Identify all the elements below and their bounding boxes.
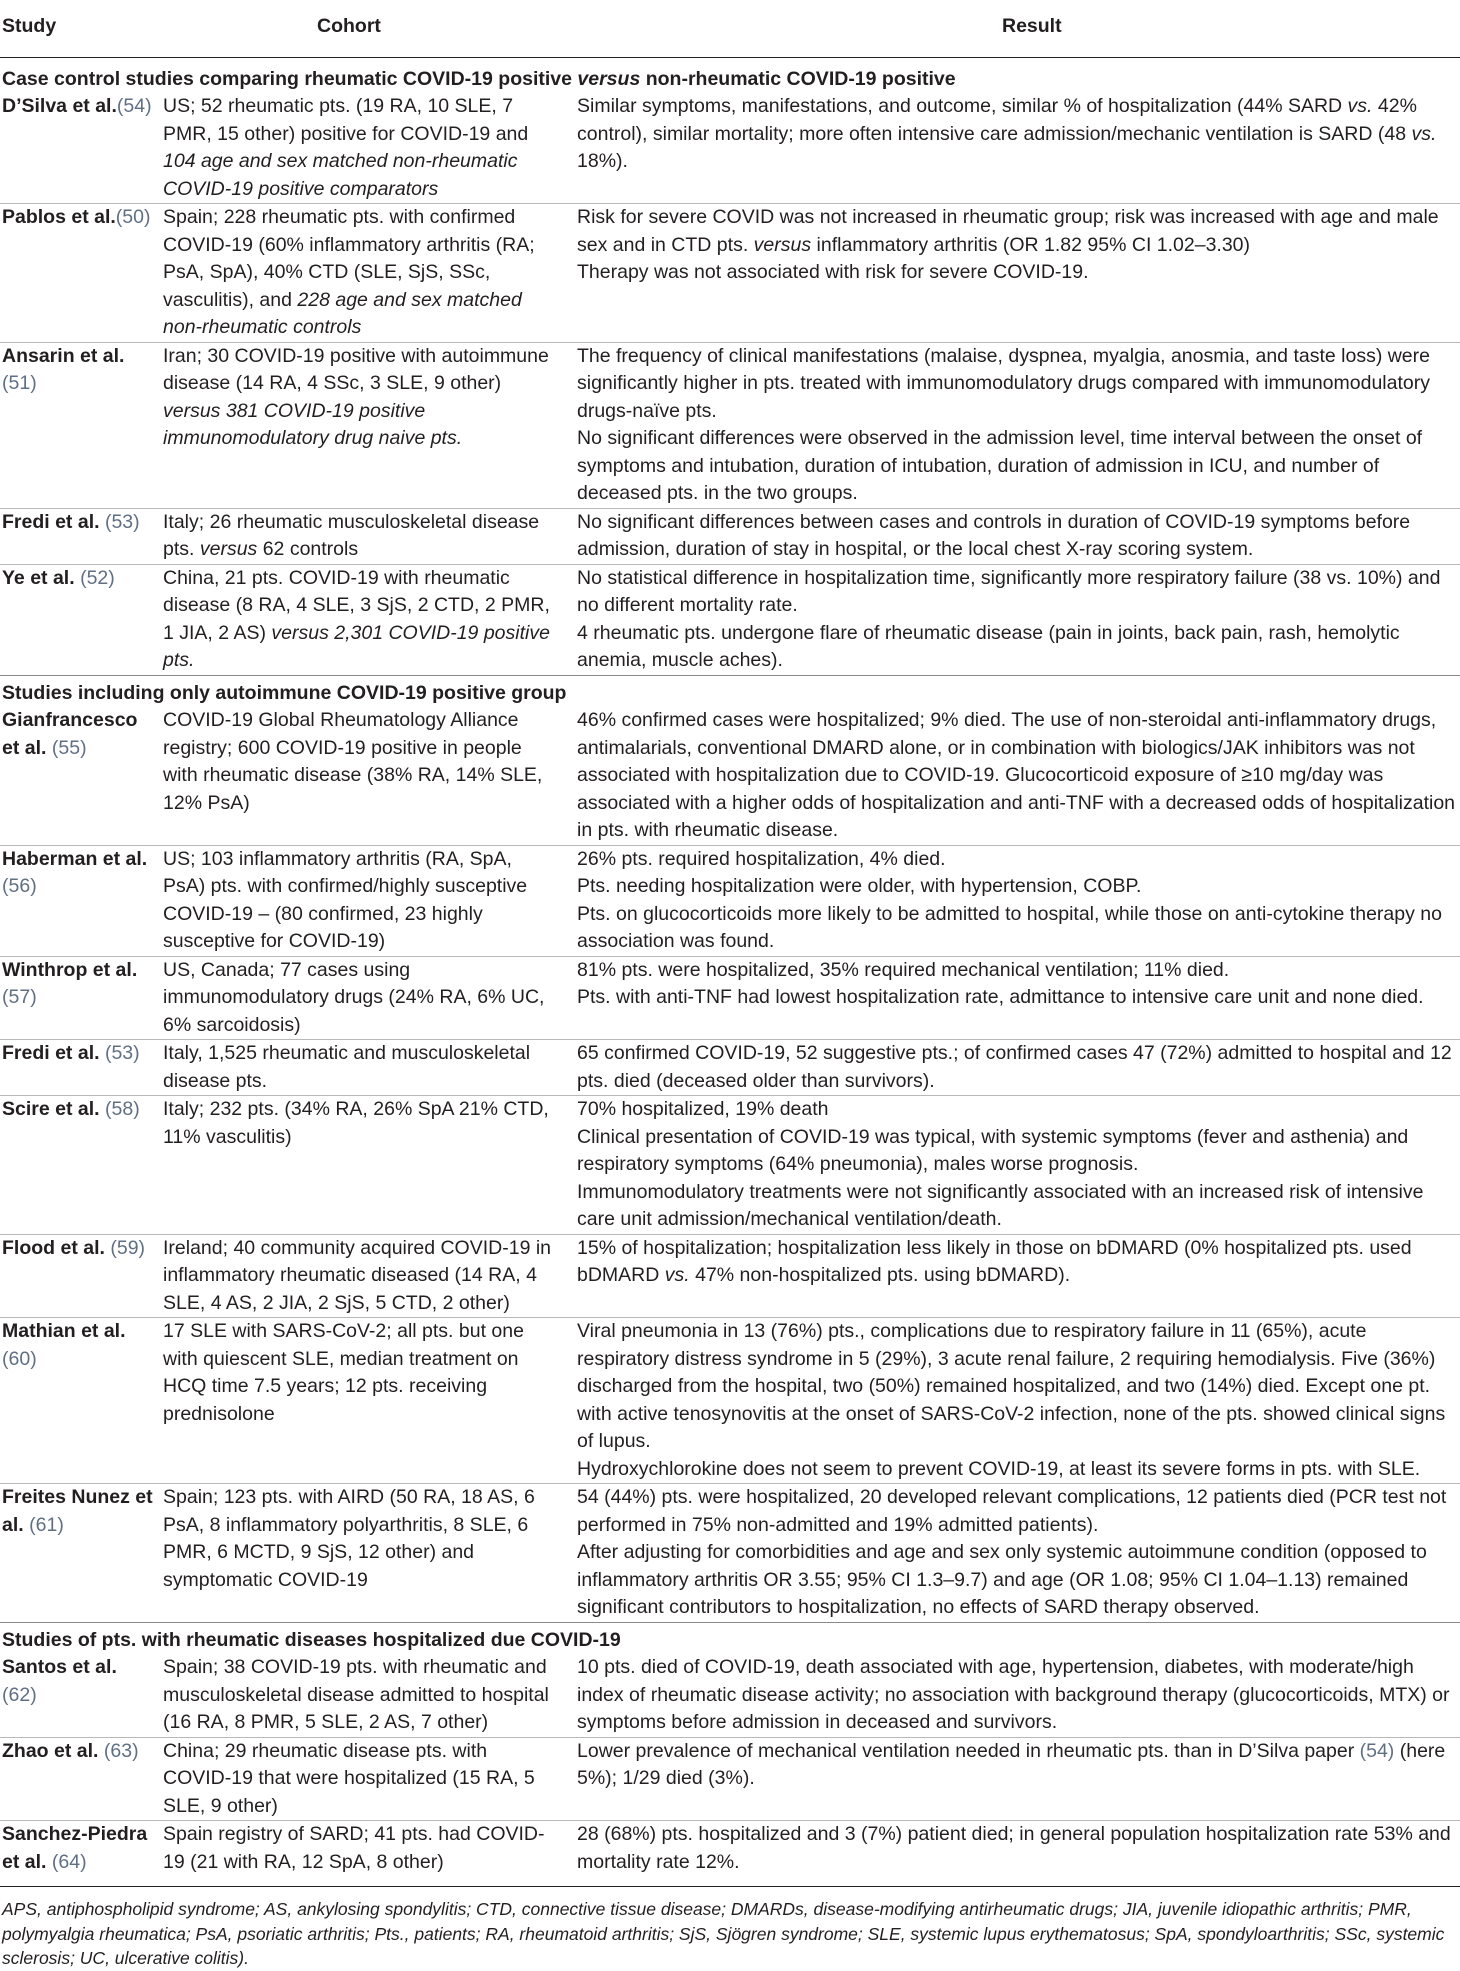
table-row <box>0 845 1460 956</box>
cohort-text-italic: versus 381 COVID-19 positive immunomodulatory drug naive pts. <box>163 399 463 449</box>
cohort-text-italic: 228 age and sex matched non-rheumatic controls <box>163 288 522 338</box>
result-paragraph <box>577 846 1456 874</box>
table-row <box>0 204 1460 343</box>
study-cell <box>0 845 159 956</box>
cohort-cell <box>159 204 567 343</box>
result-paragraph <box>577 873 1456 901</box>
result-text: 42% control), similar mortality; more often intensive care admission/mechanic ventilation is SARD (48 <box>577 95 1417 145</box>
result-text: The frequency of clinical manifestations (malaise, dyspnea, myalgia, anosmia, and taste loss) were significantly higher in pts. treated with immunomodulatory drugs compared with immunomodulatory drugs-naïve pts. <box>577 344 1430 422</box>
reference-open: ( <box>2 372 9 394</box>
reference-close: ) <box>30 1683 37 1706</box>
result-text: 28 (68%) pts. hospitalized and 3 (7%) patient died; in general population hospitalization rate 53% and mortality rate 12%. <box>577 1823 1451 1873</box>
result-paragraph <box>577 1096 1456 1124</box>
cohort-cell <box>159 1821 567 1877</box>
result-cell <box>567 1318 1460 1484</box>
reference-open: ( <box>103 1739 111 1762</box>
table-body <box>0 57 1460 1876</box>
reference-number: 56 <box>8 875 31 897</box>
reference-close: ) <box>30 372 37 394</box>
table-row <box>0 1737 1460 1821</box>
result-text-italic: versus <box>753 233 812 256</box>
study-cell <box>0 342 159 508</box>
result-text: Therapy was not associated with risk for severe COVID-19. <box>577 261 1089 283</box>
cohort-text: 62 controls <box>257 538 359 560</box>
study-name: Haberman et al. <box>2 847 148 870</box>
result-text: After adjusting for comorbidities and age and sex only systemic autoimmune condition (opposed to inflammatory arthritis OR 3.55; 95% CI 1.3–9.7) and age (OR 1.08; 95% CI 1.04–1.13) remained significant contributors to hospitalization, no effects of SARD therapy observed. <box>577 1541 1427 1618</box>
result-text: No significant differences were observed in the admission level, time interval between the onset of symptoms and intubation, duration of intubation, duration of admission in ICU, and number of deceased pts. in the two groups. <box>577 427 1423 504</box>
table-row <box>0 956 1460 1040</box>
result-paragraph <box>577 1124 1456 1179</box>
result-cell <box>567 1096 1460 1235</box>
result-paragraph <box>577 1040 1456 1095</box>
section-title-text: Studies including only autoimmune COVID-19 positive group <box>2 681 567 704</box>
study-cell <box>0 93 159 204</box>
study-name: Freites Nunez et al. <box>2 1486 153 1536</box>
table-row <box>0 1096 1460 1235</box>
result-text: Viral pneumonia in 13 (76%) pts., complications due to respiratory failure in 11 (65%), acute respiratory distress syndrome in 5 (29%), 3 acute renal failure, 2 requiring hemodialysis. Five (36%) discharged from the hospital, two (50%) remained hospitalized, and two (14%) died. Except one pt. with active tenosynovitis at the onset of SARS-CoV-2 infection, none of the pts. showed clinical signs of lupus. <box>577 1320 1446 1452</box>
study-name: Scire et al. <box>2 1098 105 1120</box>
result-paragraph <box>577 901 1456 956</box>
study-cell <box>0 1821 159 1877</box>
result-paragraph <box>577 1235 1456 1290</box>
study-name: Sanchez-Piedra et al. <box>2 1823 148 1873</box>
result-paragraph <box>577 259 1456 287</box>
result-cell <box>567 1654 1460 1737</box>
study-cell <box>0 204 159 343</box>
section-header-row <box>0 1622 1460 1654</box>
table-row <box>0 1234 1460 1318</box>
reference-number: 64 <box>58 1850 81 1873</box>
reference-open: ( <box>51 736 59 759</box>
result-cell <box>567 1040 1460 1096</box>
section-title <box>0 675 1460 707</box>
study-cell <box>0 1654 159 1737</box>
reference-close: ) <box>132 1739 139 1762</box>
result-text-italic: vs. <box>1411 122 1437 145</box>
studies-table <box>0 3 1460 1876</box>
cohort-text: Spain; 38 COVID-19 pts. with rheumatic and musculoskeletal disease admitted to hospital (16 RA, 8 PMR, 5 SLE, 2 AS, 7 other) <box>163 1656 549 1733</box>
reference-number: 52 <box>86 566 109 589</box>
result-text-italic: vs. <box>1347 95 1373 117</box>
result-paragraph <box>577 1654 1456 1737</box>
cohort-text-italic: 104 age and sex matched non-rheumatic COVID-19 positive comparators <box>163 150 518 200</box>
cohort-text: Italy; 232 pts. (34% RA, 26% SpA 21% CTD, 11% vasculitis) <box>163 1098 549 1148</box>
study-name: Winthrop et al. <box>2 958 138 981</box>
result-cell <box>567 1737 1460 1821</box>
reference-close: ) <box>133 510 140 533</box>
section-header-row <box>0 57 1460 93</box>
reference-number: 57 <box>8 986 31 1008</box>
study-name: Zhao et al. <box>2 1739 104 1762</box>
cohort-text: Spain; 228 rheumatic pts. with confirmed COVID-19 (60% inflammatory arthritis (RA; PsA, SpA), 40% CTD (SLE, SjS, SSc, vasculitis), and <box>163 206 535 311</box>
result-text: (here 5%); 1/29 died (3%). <box>577 1739 1446 1789</box>
result-paragraph <box>577 1539 1456 1622</box>
result-text: 65 confirmed COVID-19, 52 suggestive pts.; of confirmed cases 47 (72%) admitted to hospital and 12 pts. died (deceased older than survivors). <box>577 1042 1452 1092</box>
result-text: No significant differences between cases and controls in duration of COVID-19 symptoms before admission, duration of stay in hospital, or the local chest X-ray scoring system. <box>577 510 1411 560</box>
header-result: Result <box>567 3 1460 57</box>
study-name: Pablos et al. <box>2 206 116 228</box>
study-cell <box>0 508 159 564</box>
result-reference: (54) <box>1359 1739 1395 1762</box>
reference-open: ( <box>51 1850 59 1873</box>
result-text: Hydroxychlorokine does not seem to prevent COVID-19, at least its severe forms in pts. with SLE. <box>577 1457 1421 1480</box>
result-paragraph <box>577 204 1456 259</box>
result-paragraph <box>577 343 1456 426</box>
study-cell <box>0 564 159 675</box>
reference-close: ) <box>133 1042 140 1064</box>
cohort-text-italic: versus <box>199 538 258 560</box>
section-title-text: Studies of pts. with rheumatic diseases hospitalized due COVID-19 <box>2 1628 621 1651</box>
study-cell <box>0 1318 159 1484</box>
cohort-cell <box>159 1318 567 1484</box>
reference-open: ( <box>110 1236 117 1259</box>
result-cell <box>567 204 1460 343</box>
result-cell <box>567 508 1460 564</box>
result-paragraph <box>577 509 1456 564</box>
result-text: 4 rheumatic pts. undergone flare of rheumatic disease (pain in joints, back pain, rash, hemolytic anemia, muscle aches). <box>577 621 1400 671</box>
reference-close: ) <box>30 986 37 1008</box>
section-title-italic: versus <box>577 67 641 90</box>
result-paragraph <box>577 425 1456 508</box>
study-cell <box>0 956 159 1040</box>
reference-open: ( <box>2 986 9 1008</box>
cohort-text: Italy; 26 rheumatic musculoskeletal disease pts. <box>163 510 540 560</box>
study-cell <box>0 1096 159 1235</box>
study-name: Flood et al. <box>2 1236 111 1259</box>
cohort-text: Italy, 1,525 rheumatic and musculoskeletal disease pts. <box>163 1042 531 1092</box>
reference-open: ( <box>104 1098 112 1120</box>
table-row <box>0 707 1460 845</box>
study-cell <box>0 1040 159 1096</box>
reference-number: 50 <box>122 206 144 228</box>
cohort-text: 17 SLE with SARS-CoV-2; all pts. but one with quiescent SLE, median treatment on HCQ time 7.5 years; 12 pts. receiving prednisolone <box>163 1320 524 1425</box>
cohort-cell <box>159 1096 567 1235</box>
reference-number: 62 <box>8 1683 31 1706</box>
reference-close: ) <box>145 95 152 117</box>
reference-number: 58 <box>111 1098 134 1120</box>
cohort-cell <box>159 1484 567 1623</box>
table-footnote <box>0 1886 1460 1971</box>
cohort-cell <box>159 1040 567 1096</box>
reference-close: ) <box>133 1098 140 1120</box>
study-name: Gianfrancesco et al. <box>2 709 138 759</box>
reference-open: ( <box>2 1347 9 1370</box>
reference-open: ( <box>2 875 9 897</box>
table-row <box>0 1821 1460 1877</box>
cohort-text: Spain registry of SARD; 41 pts. had COVID-19 (21 with RA, 12 SpA, 8 other) <box>163 1823 545 1873</box>
reference-close: ) <box>138 1236 146 1259</box>
section-title-text: Case control studies comparing rheumatic COVID-19 positive <box>2 67 578 90</box>
reference-number: 55 <box>58 736 81 759</box>
reference-open: ( <box>115 206 123 228</box>
result-text: Pts. on glucocorticoids more likely to be admitted to hospital, while those on anti-cytokine therapy no association was found. <box>577 902 1442 952</box>
reference-close: ) <box>30 875 37 897</box>
result-cell <box>567 1484 1460 1623</box>
study-cell <box>0 1484 159 1623</box>
study-name: Ye et al. <box>2 566 81 589</box>
section-title <box>0 57 1460 93</box>
result-paragraph <box>577 620 1456 675</box>
reference-number: 53 <box>111 510 134 533</box>
reference-close: ) <box>57 1513 64 1536</box>
cohort-text: Spain; 123 pts. with AIRD (50 RA, 18 AS, 6 PsA, 8 inflammatory polyarthritis, 8 SLE, 6 PMR, 6 MCTD, 9 SjS, 12 other) and symptomatic COVID-19 <box>163 1486 535 1591</box>
result-cell <box>567 342 1460 508</box>
result-text: 54 (44%) pts. were hospitalized, 20 developed relevant complications, 12 patients died (PCR test not performed in 75% non-admitted and 19% admitted patients). <box>577 1486 1447 1536</box>
footnote-text: APS, antiphospholipid syndrome; AS, ankylosing spondylitis; CTD, connective tissue disease; DMARDs, disease-modifying antirheumatic drugs; JIA, juvenile idiopathic arthritis; PMR, polymyalgia rheumatica; PsA, psoriatic arthritis; Pts., patients; RA, rheumatoid arthritis; SjS, Sjögren syndrome; SLE, systemic lupus erythematosus; SpA, spondyloarthritis; SSc, systemic sclerosis; UC, ulcerative colitis). <box>2 1899 1445 1968</box>
table-header-row <box>0 3 1460 57</box>
cohort-cell <box>159 956 567 1040</box>
result-paragraph <box>577 93 1456 176</box>
reference-close: ) <box>108 566 115 589</box>
cohort-text: China; 29 rheumatic disease pts. with COVID-19 that were hospitalized (15 RA, 5 SLE, 9 other) <box>163 1739 535 1817</box>
result-cell <box>567 1234 1460 1318</box>
reference-open: ( <box>2 1683 9 1706</box>
reference-number: 61 <box>35 1513 58 1536</box>
reference-number: 63 <box>110 1739 133 1762</box>
table-row <box>0 1318 1460 1484</box>
reference-number: 54 <box>123 95 146 117</box>
result-text: 46% confirmed cases were hospitalized; 9% died. The use of non-steroidal anti-inflammatory drugs, antimalarials, conventional DMARD alone, or in combination with biologics/JAK inhibitors was not associated with hospitalization due to COVID-19. Glucocorticoid exposure of ≥10 mg/day was associated with a higher odds of hospitalization and anti-TNF with a decreased odds of hospitalization in pts. with rheumatic disease. <box>577 709 1456 841</box>
study-name: Fredi et al. <box>2 510 105 533</box>
cohort-text: US, Canada; 77 cases using immunomodulatory drugs (24% RA, 6% UC, 6% sarcoidosis) <box>163 958 545 1036</box>
table-row <box>0 1484 1460 1623</box>
section-header-row <box>0 675 1460 707</box>
reference-open: ( <box>80 566 87 589</box>
cohort-text: US; 52 rheumatic pts. (19 RA, 10 SLE, 7 PMR, 15 other) positive for COVID-19 and <box>163 95 529 145</box>
result-cell <box>567 707 1460 845</box>
table-row <box>0 1040 1460 1096</box>
result-text: Pts. needing hospitalization were older, with hypertension, COBP. <box>577 875 1142 897</box>
cohort-text: US; 103 inflammatory arthritis (RA, SpA, PsA) pts. with confirmed/highly susceptive COVID-19 – (80 confirmed, 23 highly susceptive for COVID-19) <box>163 847 528 952</box>
cohort-cell <box>159 93 567 204</box>
result-paragraph <box>577 565 1456 620</box>
cohort-cell <box>159 1737 567 1821</box>
result-text: 10 pts. died of COVID-19, death associated with age, hypertension, diabetes, with moderate/high index of rheumatic disease activity; no association with background therapy (glucocorticoids, MTX) or symptoms before admission in deceased and survivors. <box>577 1656 1450 1733</box>
result-cell <box>567 845 1460 956</box>
reference-close: ) <box>80 1850 87 1873</box>
reference-number: 59 <box>116 1236 139 1259</box>
result-text-italic: vs. <box>664 1264 690 1286</box>
result-cell <box>567 1821 1460 1877</box>
result-cell <box>567 564 1460 675</box>
result-paragraph <box>577 984 1456 1012</box>
result-text: inflammatory arthritis (OR 1.82 95% CI 1.02–3.30) <box>811 233 1251 256</box>
reference-number: 53 <box>111 1042 134 1064</box>
header-cohort: Cohort <box>159 3 567 57</box>
result-text: No statistical difference in hospitalization time, significantly more respiratory failure (38 vs. 10%) and no different mortality rate. <box>577 566 1441 616</box>
cohort-cell <box>159 1234 567 1318</box>
reference-close: ) <box>30 1347 37 1370</box>
reference-open: ( <box>104 510 112 533</box>
section-title-text: non-rheumatic COVID-19 positive <box>640 67 956 90</box>
result-text: Immunomodulatory treatments were not significantly associated with an increased risk of intensive care unit admission/mechanical ventilation/death. <box>577 1180 1424 1230</box>
result-text: 81% pts. were hospitalized, 35% required mechanical ventilation; 11% died. <box>577 958 1230 981</box>
result-paragraph <box>577 707 1456 845</box>
reference-open: ( <box>29 1513 36 1536</box>
cohort-text: Ireland; 40 community acquired COVID-19 in inflammatory rheumatic diseased (14 RA, 4 SLE, 4 AS, 2 JIA, 2 SjS, 5 CTD, 2 other) <box>163 1236 552 1314</box>
reference-number: 60 <box>8 1347 31 1370</box>
table-row <box>0 1654 1460 1737</box>
result-paragraph <box>577 1456 1456 1484</box>
section-title <box>0 1622 1460 1654</box>
result-paragraph <box>577 957 1456 985</box>
study-cell <box>0 707 159 845</box>
result-text: 18%). <box>577 150 628 172</box>
study-name: Mathian et al. <box>2 1320 126 1342</box>
cohort-text-italic: versus 2,301 COVID-19 positive pts. <box>163 621 550 671</box>
result-text: Lower prevalence of mechanical ventilation needed in rheumatic pts. than in D’Silva paper <box>577 1739 1360 1762</box>
study-name: Fredi et al. <box>2 1042 105 1064</box>
study-name: Ansarin et al. <box>2 344 125 367</box>
table-row <box>0 508 1460 564</box>
table-row <box>0 564 1460 675</box>
reference-number: 51 <box>8 372 31 394</box>
cohort-cell <box>159 707 567 845</box>
result-paragraph <box>577 1179 1456 1234</box>
cohort-cell <box>159 564 567 675</box>
cohort-cell <box>159 342 567 508</box>
result-text: Pts. with anti-TNF had lowest hospitalization rate, admittance to intensive care unit and none died. <box>577 986 1424 1008</box>
result-text: Clinical presentation of COVID-19 was typical, with systemic symptoms (fever and asthenia) and respiratory symptoms (64% pneumonia), males worse prognosis. <box>577 1125 1409 1175</box>
result-text: Similar symptoms, manifestations, and outcome, similar % of hospitalization (44% SARD <box>577 95 1348 117</box>
cohort-cell <box>159 845 567 956</box>
cohort-cell <box>159 1654 567 1737</box>
result-text: Risk for severe COVID was not increased in rheumatic group; risk was increased with age and male sex and in CTD pts. <box>577 206 1439 256</box>
reference-close: ) <box>144 206 151 228</box>
table-row <box>0 93 1460 204</box>
study-name: Santos et al. <box>2 1656 117 1678</box>
result-paragraph <box>577 1738 1456 1793</box>
cohort-cell <box>159 508 567 564</box>
cohort-text: COVID-19 Global Rheumatology Alliance registry; 600 COVID-19 positive in people with rheumatic disease (38% RA, 14% SLE, 12% PsA) <box>163 709 543 814</box>
cohort-text: China, 21 pts. COVID-19 with rheumatic disease (8 RA, 4 SLE, 3 SjS, 2 CTD, 2 PMR, 1 JIA, 2 AS) <box>163 566 550 644</box>
reference-open: ( <box>116 95 124 117</box>
table-row <box>0 342 1460 508</box>
study-cell <box>0 1234 159 1318</box>
cohort-text: Iran; 30 COVID-19 positive with autoimmune disease (14 RA, 4 SSc, 3 SLE, 9 other) <box>163 344 549 394</box>
header-study: Study <box>0 3 159 57</box>
result-cell <box>567 956 1460 1040</box>
reference-close: ) <box>80 736 87 759</box>
result-paragraph <box>577 1484 1456 1539</box>
result-text: 47% non-hospitalized pts. using bDMARD). <box>689 1264 1071 1286</box>
result-text: 15% of hospitalization; hospitalization less likely in those on bDMARD (0% hospitalized pts. used bDMARD <box>577 1236 1412 1286</box>
study-cell <box>0 1737 159 1821</box>
result-text: 70% hospitalized, 19% death <box>577 1098 829 1120</box>
result-text: 26% pts. required hospitalization, 4% died. <box>577 847 946 870</box>
reference-open: ( <box>104 1042 112 1064</box>
result-cell <box>567 93 1460 204</box>
result-paragraph <box>577 1821 1456 1876</box>
study-name: D’Silva et al. <box>2 95 117 117</box>
result-paragraph <box>577 1318 1456 1456</box>
